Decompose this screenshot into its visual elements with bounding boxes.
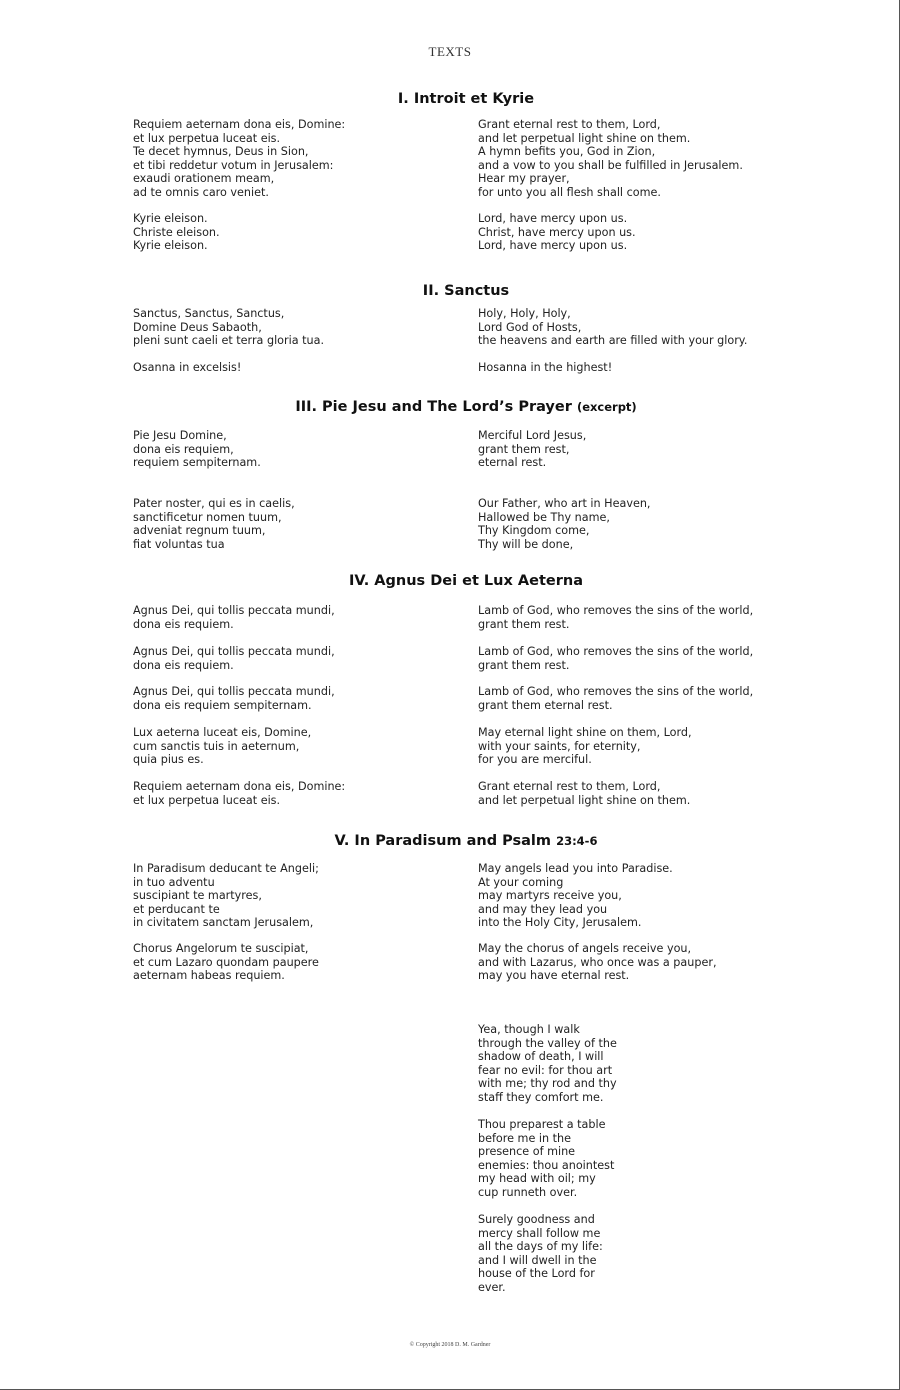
section-title-introit: I. Introit et Kyrie — [397, 91, 535, 107]
latin-text: Sanctus, Sanctus, Sanctus, Domine Deus Sabaoth, pleni sunt caeli et terra gloria tua. — [133, 307, 325, 348]
english-text: Lamb of God, who removes the sins of the world, grant them rest. — [478, 604, 754, 631]
latin-text: Pie Jesu Domine, dona eis requiem, requiem sempiternam. — [133, 429, 261, 470]
english-text: Grant eternal rest to them, Lord, and let perpetual light shine on them. A hymn befits you, God in Zion, and a vow to you shall be fulfilled in Jerusalem. Hear my prayer, for unto you all flesh shall come. — [478, 118, 743, 199]
english-text: Merciful Lord Jesus, grant them rest, eternal rest. — [478, 429, 587, 470]
english-text: Hosanna in the highest! — [478, 361, 613, 374]
english-text: Lamb of God, who removes the sins of the world, grant them rest. — [478, 645, 754, 672]
latin-text: Agnus Dei, qui tollis peccata mundi, dona eis requiem. — [133, 645, 335, 672]
latin-text: Requiem aeternam dona eis, Domine: et lux perpetua luceat eis. Te decet hymnus, Deus in Sion, et tibi reddetur votum in Jerusalem: exaudi orationem meam, ad te omnis caro veniet. — [133, 118, 346, 199]
english-text: Grant eternal rest to them, Lord, and let perpetual light shine on them. — [478, 780, 691, 807]
english-text: May eternal light shine on them, Lord, with your saints, for eternity, for you are merciful. — [478, 726, 692, 767]
english-text: May angels lead you into Paradise. At your coming may martyrs receive you, and may they lead you into the Holy City, Jerusalem. — [478, 862, 673, 930]
section-title-agnus-dei: IV. Agnus Dei et Lux Aeterna — [349, 573, 583, 589]
psalm-verse: Yea, though I walk through the valley of the shadow of death, I will fear no evil: for thou art with me; thy rod and thy staff they comfort me. — [478, 1023, 617, 1104]
english-text: Holy, Holy, Holy, Lord God of Hosts, the heavens and earth are filled with your glory. — [478, 307, 748, 348]
latin-text: Lux aeterna luceat eis, Domine, cum sanctis tuis in aeternum, quia pius es. — [133, 726, 312, 767]
latin-text: Requiem aeternam dona eis, Domine: et lux perpetua luceat eis. — [133, 780, 346, 807]
section-title-pie-jesu: III. Pie Jesu and The Lord’s Prayer (excerpt) — [295, 399, 637, 415]
section-title-sanctus: II. Sanctus — [422, 283, 510, 299]
section-title-in-paradisum: V. In Paradisum and Psalm 23:4-6 — [334, 833, 598, 849]
latin-text: Chorus Angelorum te suscipiat, et cum Lazaro quondam paupere aeternam habeas requiem. — [133, 942, 319, 983]
english-text: Our Father, who art in Heaven, Hallowed be Thy name, Thy Kingdom come, Thy will be done, — [478, 497, 651, 551]
english-text: May the chorus of angels receive you, and with Lazarus, who once was a pauper, may you have eternal rest. — [478, 942, 717, 983]
latin-text: In Paradisum deducant te Angeli; in tuo adventu suscipiant te martyres, et perducant te in civitatem sanctam Jerusalem, — [133, 862, 319, 930]
page-title: TEXTS — [428, 44, 472, 59]
copyright-footer: © Copyright 2018 D. M. Gardner — [409, 1342, 491, 1348]
latin-text: Osanna in excelsis! — [133, 361, 242, 374]
psalm-verse: Thou preparest a table before me in the presence of mine enemies: thou anointest my head with oil; my cup runneth over. — [478, 1118, 615, 1199]
psalm-verse: Surely goodness and mercy shall follow me all the days of my life: and I will dwell in the house of the Lord for ever. — [478, 1213, 603, 1294]
english-text: Lamb of God, who removes the sins of the world, grant them eternal rest. — [478, 685, 754, 712]
latin-text: Agnus Dei, qui tollis peccata mundi, dona eis requiem. — [133, 604, 335, 631]
latin-text: Agnus Dei, qui tollis peccata mundi, dona eis requiem sempiternam. — [133, 685, 335, 712]
latin-text: Kyrie eleison. Christe eleison. Kyrie eleison. — [133, 212, 220, 253]
latin-text: Pater noster, qui es in caelis, sanctificetur nomen tuum, adveniat regnum tuum, fiat voluntas tua — [133, 497, 295, 551]
english-text: Lord, have mercy upon us. Christ, have mercy upon us. Lord, have mercy upon us. — [478, 212, 636, 253]
